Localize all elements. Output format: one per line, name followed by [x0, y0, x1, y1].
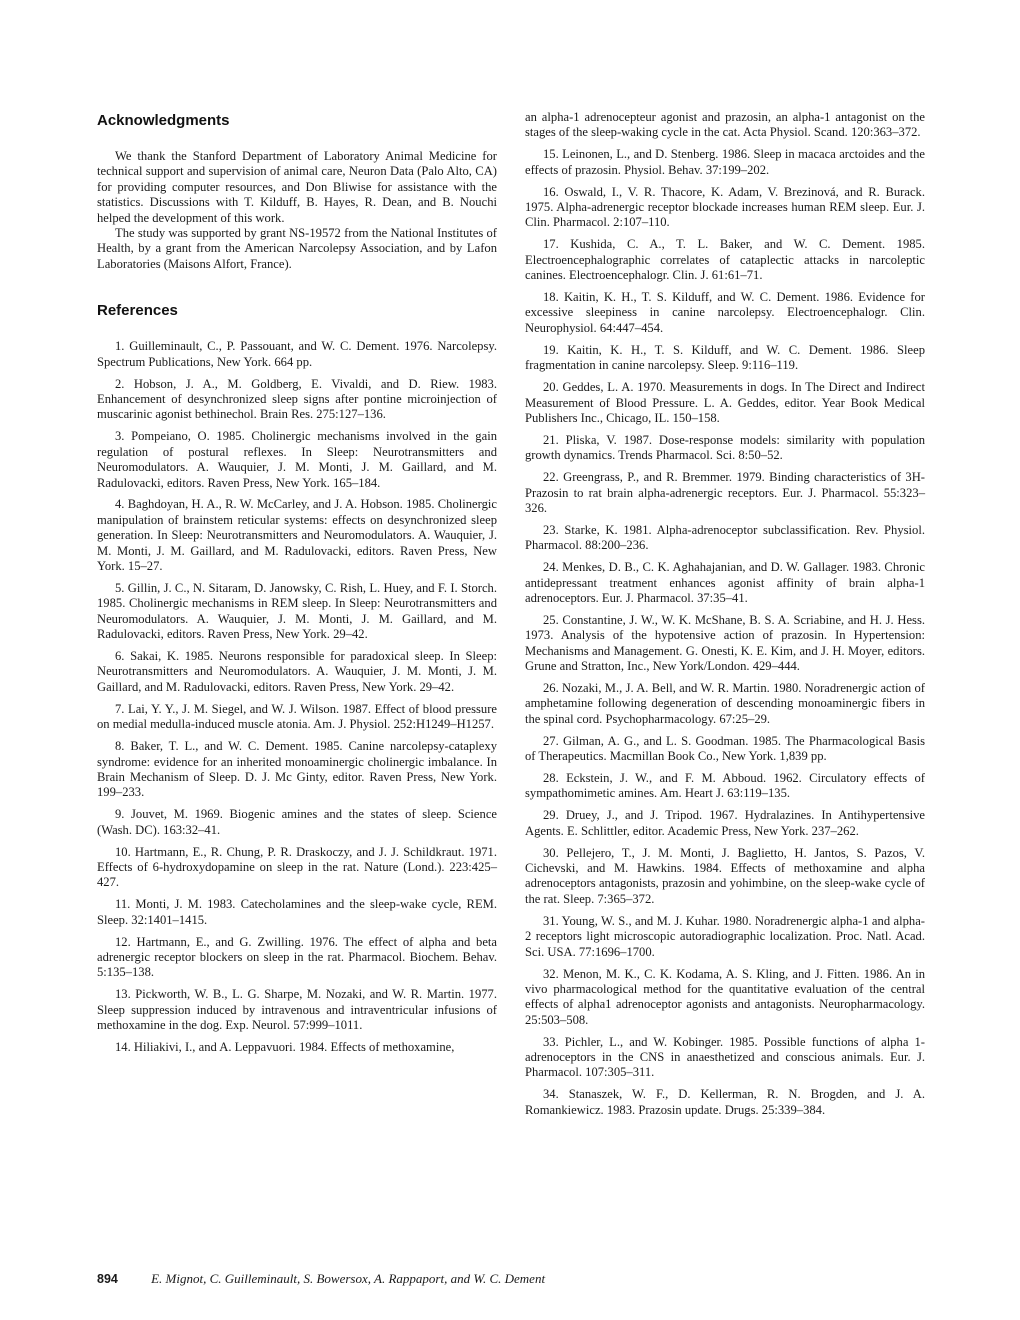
reference-item: 22. Greengrass, P., and R. Bremmer. 1979. Binding characteristics of 3H-Prazosin to rat brain alpha-adrenergic receptors. Eur. J. Pharmacol. 55:323–326. [525, 470, 925, 515]
reference-item: 33. Pichler, L., and W. Kobinger. 1985. Possible functions of alpha 1-adrenoceptors in the CNS in anaesthetized and conscious animals. Eur. J. Pharmacol. 107:305–311. [525, 1034, 925, 1080]
page-number: 894 [97, 1272, 118, 1286]
reference-item: 20. Geddes, L. A. 1970. Measurements in dogs. In The Direct and Indirect Measurement of Blood Pressure. L. A. Geddes, editor. Year Book Medical Publishers Inc., Chicago, IL. 150–158. [525, 380, 925, 425]
reference-item: 26. Nozaki, M., J. A. Bell, and W. R. Martin. 1980. Noradrenergic action of amphetamine following degeneration of descending monoaminergic fibers in the spinal cord. Psychopharmacology. 67:25–29. [525, 681, 925, 726]
reference-item: 21. Pliska, V. 1987. Dose-response models: similarity with population growth dynamics. Trends Pharmacol. Sci. 8:50–52. [525, 432, 925, 463]
reference-item: 2. Hobson, J. A., M. Goldberg, E. Vivaldi, and D. Riew. 1983. Enhancement of desynchronized sleep signs after pontine microinjection of muscarinic agonist bethinechol. Brain Res. 275:127–136. [97, 376, 497, 422]
reference-item: 16. Oswald, I., V. R. Thacore, K. Adam, V. Brezinová, and R. Burack. 1975. Alpha-adrenergic receptor blockade increases human REM sleep. Eur. J. Clin. Pharmacol. 2:107–110. [525, 184, 925, 230]
references-heading: References [97, 302, 178, 320]
reference-item: 10. Hartmann, E., R. Chung, P. R. Draskoczy, and J. J. Schildkraut. 1971. Effects of 6-hydroxydopamine on sleep in the rat. Nature (Lond.). 223:425–427. [97, 844, 497, 890]
reference-item: 24. Menkes, D. B., C. K. Aghahajanian, and D. W. Gallager. 1983. Chronic antidepressant treatment enhances agonist affinity of brain alpha-1 adrenoceptors. Eur. J. Pharmacol. 37:35–41. [525, 560, 925, 605]
reference-item: 23. Starke, K. 1981. Alpha-adrenoceptor subclassification. Rev. Physiol. Pharmacol. 88:200–236. [525, 522, 925, 553]
reference-item: 12. Hartmann, E., and G. Zwilling. 1976. The effect of alpha and beta adrenergic receptor blockers on sleep in the rat. Pharmacol. Biochem. Behav. 5:135–138. [97, 934, 497, 980]
reference-item: 29. Druey, J., and J. Tripod. 1967. Hydralazines. In Antihypertensive Agents. E. Schlittler, editor. Academic Press, New York. 237–262. [525, 808, 925, 838]
reference-item: 30. Pellejero, T., J. M. Monti, J. Baglietto, H. Jantos, S. Pazos, V. Cichevski, and M. Hawkins. 1984. Effects of methoxamine and alpha adrenoceptors antagonists, prazosin and yohimbine, on the sleep-wake cycle of the rat. Sleep. 7:365–372. [525, 845, 925, 906]
footer-authors: E. Mignot, C. Guilleminault, S. Bowersox, A. Rappaport, and W. C. Dement [151, 1271, 546, 1286]
right-column [525, 110, 925, 1125]
reference-item: 6. Sakai, K. 1985. Neurons responsible for paradoxical sleep. In Sleep: Neurotransmitters and Neuromodulators. A. Wauquier, J. M. Monti, J. M. Gaillard, and M. Radulovacki, editors. Raven Press, New York. 29–42. [97, 649, 497, 694]
reference-item: 3. Pompeiano, O. 1985. Cholinergic mechanisms involved in the gain regulation of postural reflexes. In Sleep: Neurotransmitters and Neuromodulators. A. Wauquier, J. M. Monti, J. M. Gaillard, and M. Radulovacki, editors. Raven Press, New York. 165–184. [97, 429, 497, 490]
reference-item: 4. Baghdoyan, H. A., R. W. McCarley, and J. A. Hobson. 1985. Cholinergic manipulation of brainstem reticular systems: effects on desynchronized sleep generation. In Sleep: Neurotransmitters and Neuromodulators. A. Wauquier, J. M. Monti, J. M. Gaillard, and M. Radulovacki, editors. Raven Press, New York. 15–27. [97, 497, 497, 574]
reference-item: 15. Leinonen, L., and D. Stenberg. 1986. Sleep in macaca arctoides and the effects of prazosin. Physiol. Behav. 37:199–202. [525, 147, 925, 177]
reference-item: 1. Guilleminault, C., P. Passouant, and W. C. Dement. 1976. Narcolepsy. Spectrum Publications, New York. 664 pp. [97, 339, 497, 369]
acknowledgments-section [97, 112, 497, 272]
reference-item: 31. Young, W. S., and M. J. Kuhar. 1980. Noradrenergic alpha-1 and alpha-2 receptors light microscopic autoradiographic localization. Proc. Natl. Acad. Sci. USA. 77:1696–1700. [525, 913, 925, 959]
reference-item: 27. Gilman, A. G., and L. S. Goodman. 1985. The Pharmacological Basis of Therapeutics. Macmillan Book Co., New York. 1,839 pp. [525, 733, 925, 764]
reference-item: 32. Menon, M. K., C. K. Kodama, A. S. Kling, and J. Fitten. 1986. An in vivo pharmacological method for the quantitative evaluation of the central effects of alpha1 adrenoceptor agonists and antagonists. Neuropharmacology. 25:503–508. [525, 966, 925, 1027]
reference-item: 14. Hiliakivi, I., and A. Leppavuori. 1984. Effects of methoxamine, [115, 1040, 455, 1054]
reference-item: 17. Kushida, C. A., T. L. Baker, and W. C. Dement. 1985. Electroencephalographic correlates of cataplectic attacks in narcoleptic canines. Electroencephalogr. Clin. J. 61:61–71. [525, 237, 925, 283]
acknowledgments-heading: Acknowledgments [97, 112, 230, 129]
reference-item: 34. Stanaszek, W. F., D. Kellerman, R. N. Brogden, and J. A. Romankiewicz. 1983. Prazosin update. Drugs. 25:339–384. [525, 1087, 925, 1117]
reference-item: 5. Gillin, J. C., N. Sitaram, D. Janowsky, C. Rish, L. Huey, and F. I. Storch. 1985. Cholinergic mechanisms in REM sleep. In Sleep: Neurotransmitters and Neuromodulators. A. Wauquier, J. M. Monti, J. M. Gaillard, and M. Radulovacki, editors. Raven Press, New York. 29–42. [97, 580, 497, 642]
page-footer [97, 1271, 545, 1287]
reference-item: an alpha-1 adrenocepteur agonist and prazosin, an alpha-1 antagonist on the stages of the sleep-waking cycle in the cat. Acta Physiol. Scand. 120:363–372. [525, 110, 925, 140]
reference-item: 11. Monti, J. M. 1983. Catecholamines and the sleep-wake cycle, REM. Sleep. 32:1401–1415. [97, 897, 497, 927]
reference-item: 13. Pickworth, W. B., L. G. Sharpe, M. Nozaki, and W. R. Martin. 1977. Sleep suppression induced by intravenous and intraventricular infusions of methoxamine in the dog. Exp. Neurol. 57:999–1011. [97, 987, 497, 1033]
reference-item: 8. Baker, T. L., and W. C. Dement. 1985. Canine narcolepsy-cataplexy syndrome: evidence for an inherited monoaminergic cholinergic imbalance. In Brain Mechanism of Sleep. D. J. Mc Ginty, editor. Raven Press, New York. 199–233. [97, 739, 497, 800]
reference-item: 25. Constantine, J. W., W. K. McShane, B. S. A. Scriabine, and H. J. Hess. 1973. Analysis of the hypotensive action of prazosin. In Hypertension: Mechanisms and Management. G. Onesti, K. E. Kim, and J. H. Moyer, editors. Grune and Stratton, Inc., New York/London. 429–444. [525, 612, 925, 674]
reference-item: 19. Kaitin, K. H., T. S. Kilduff, and W. C. Dement. 1986. Sleep fragmentation in canine narcolepsy. Sleep. 9:116–119. [525, 342, 925, 373]
references-list-left [97, 339, 497, 1055]
reference-item: 18. Kaitin, K. H., T. S. Kilduff, and W. C. Dement. 1986. Evidence for excessive sleepiness in canine narcolepsy. Electroencephalogr. Clin. Neurophysiol. 64:447–454. [525, 290, 925, 335]
acknowledgments-paragraph: We thank the Stanford Department of Laboratory Animal Medicine for technical support and supervision of animal care, Neuron Data (Palo Alto, CA) for providing computer resources, and Don Bliwise for assistance with the statistics. Discussions with T. Kilduff, B. Hayes, R. Dean, and B. Nouchi helped the development of this work. [97, 149, 497, 225]
reference-item: 28. Eckstein, J. W., and F. M. Abboud. 1962. Circulatory effects of sympathomimetic amines. Am. Heart J. 63:119–135. [525, 771, 925, 801]
references-list-right [525, 110, 925, 1118]
left-column [97, 112, 497, 1062]
acknowledgments-paragraph: The study was supported by grant NS-19572 from the National Institutes of Health, by a grant from the American Narcolepsy Association, and by Lafon Laboratories (Maisons Alfort, France). [97, 226, 497, 271]
reference-item: 7. Lai, Y. Y., J. M. Siegel, and W. J. Wilson. 1987. Effect of blood pressure on medial medulla-induced muscle atonia. Am. J. Physiol. 252:H1249–H1257. [97, 701, 497, 732]
reference-item: 9. Jouvet, M. 1969. Biogenic amines and the states of sleep. Science (Wash. DC). 163:32–41. [97, 807, 497, 837]
